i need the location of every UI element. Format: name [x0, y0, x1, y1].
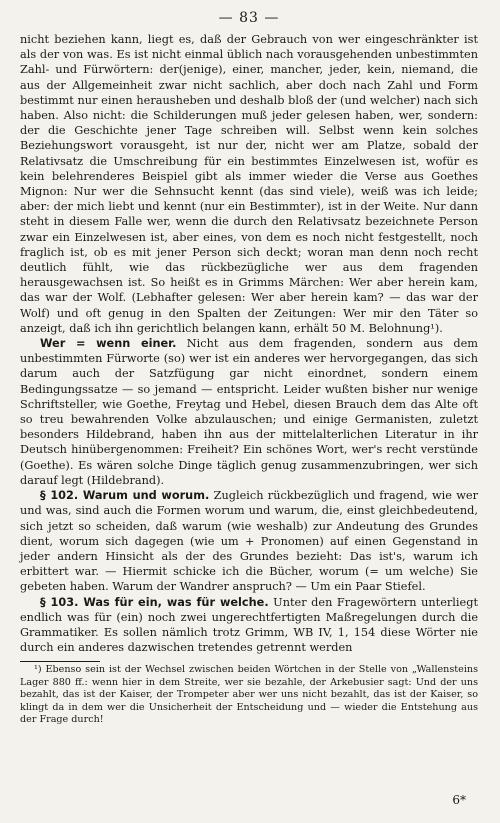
paragraph-3-text: Zugleich rückbezüglich und fragend, wie wer und was, sind auch die Formen worum und warum, die, einst gleichbedeutend, sich jetzt so scheiden, daß warum (wie weshalb) zur Andeutung des Grundes dient, worum sich dagegen (wie um + Pronomen) auf einen Gegenstand in jeder andern Hinsicht als der des Grundes bezieht: Das ist's, warum ich erbittert war. — Hiermit schicke ich die Bücher, worum (= um welche) Sie gebeten haben. Warum der Wandrer anspruch? — Um ein Paar Stiefel. — [20, 489, 478, 594]
paragraph-4-text: Unter den Fragewörtern unterliegt endlich was für (ein) noch zwei ungerechtfertigten Maßregelungen durch die Grammatiker. Es sollen nämlich trotz Grimm, WB IV, 1, 154 diese Wörter nie durch ein anderes dazwischen tretendes getrennt werden — [20, 595, 478, 655]
section-heading-103: § 103. Was für ein, was für welche. — [40, 595, 269, 609]
paragraph-wer-wenn-einer — [20, 336, 478, 488]
paragraph-1-text: nicht beziehen kann, liegt es, daß der Gebrauch von wer eingeschränkter ist als der von was. Es ist nicht einmal üblich nach vorausgehenden unbestimmten Zahl- und Fürwörtern: der(jenige), einer, mancher, jeder, kein, niemand, die aus der Allgemeinheit zwar nicht sachlich, aber doch nach Zahl und Form bestimmt nur einen herausheben und deshalb bloß der (und welcher) nach sich haben. Also nicht: die Schilderungen muß jeder gelesen haben, wer, sondern: der die Geschichte jener Tage schreiben will. Selbst wenn kein solches Beziehungswort vorausgeht, ist nur der, nicht wer am Platze, sobald der Relativsatz die Umschreibung für ein bestimmtes Einzelwesen ist, wofür es kein belehrenderes Beispiel gibt als immer wieder die Verse aus Goethes Mignon: Nur wer die Sehnsucht kennt (das sind viele), weiß was ich leide; aber: der mich liebt und kennt (nur ein Bestimmter), ist in der Weite. Nur dann steht in diesem Falle wer, wenn die durch den Relativsatz bezeichnete Person zwar ein Einzelwesen ist, aber eines, von dem es noch nicht festgestellt, noch fraglich ist, ob es mit jener Person sich deckt; woran man denn noch recht deutlich fühlt, wie das rückbezügliche wer aus dem fragenden herausgewachsen ist. So heißt es in Grimms Märchen: Wer aber herein kam, das war der Wolf. (Lebhafter gelesen: Wer aber herein kam? — das war der Wolf) und oft genug in den Spalten der Zeitungen: Wer mir den Täter so anzeigt, daß ich ihn gerichtlich belangen kann, erhält 50 M. Belohnung¹). — [20, 33, 478, 335]
printer-signature: 6* — [452, 793, 466, 807]
footnote-divider — [20, 661, 100, 662]
paragraph-section-102 — [20, 488, 478, 594]
footnote: ¹) Ebenso sein ist der Wechsel zwischen beiden Wörtchen in der Stelle von „Wallensteins Lager 880 ff.: wenn hier in dem Streite, wer sie bezahle, der Arkebusier sagt: Und der uns bezahlt, das ist der Kaiser, der Trompeter aber wer uns nicht bezahlt, das ist der Kaiser, so klingt da in dem wer die Unsicherheit der Entscheidung und — wieder die Entstehung aus der Frage durch! — [20, 664, 478, 726]
section-heading-wer: Wer = wenn einer. — [40, 337, 177, 351]
paragraph-1 — [20, 32, 478, 336]
page-number-header: — 83 — — [218, 10, 280, 26]
section-heading-102: § 102. Warum und worum. — [40, 489, 210, 503]
paragraph-section-103 — [20, 595, 478, 656]
paragraph-2-text: Nicht aus dem fragenden, sondern aus dem unbestimmten Fürworte (so) wer ist ein anderes wer hervorgegangen, das sich darum auch der Satzfügung gar nicht einordnet, sondern einem Bedingungssatze — so jemand — entspricht. Leider wußten bisher nur wenige Schriftsteller, wie Goethe, Freytag und Hebel, diesen Brauch dem das Alte oft so treu bewahrenden Volke abzulauschen; und einige Germanisten, zuletzt besonders Hildebrand, haben ihn aus der mittelalterlichen Literatur in ihr Deutsch hinübergenommen: Freiheit? Ein schönes Wort, wer's recht verstünde (Goethe). Es wären solche Dinge täglich genug zusammenzubringen, wer sich darauf legt (Hildebrand). — [20, 337, 478, 487]
